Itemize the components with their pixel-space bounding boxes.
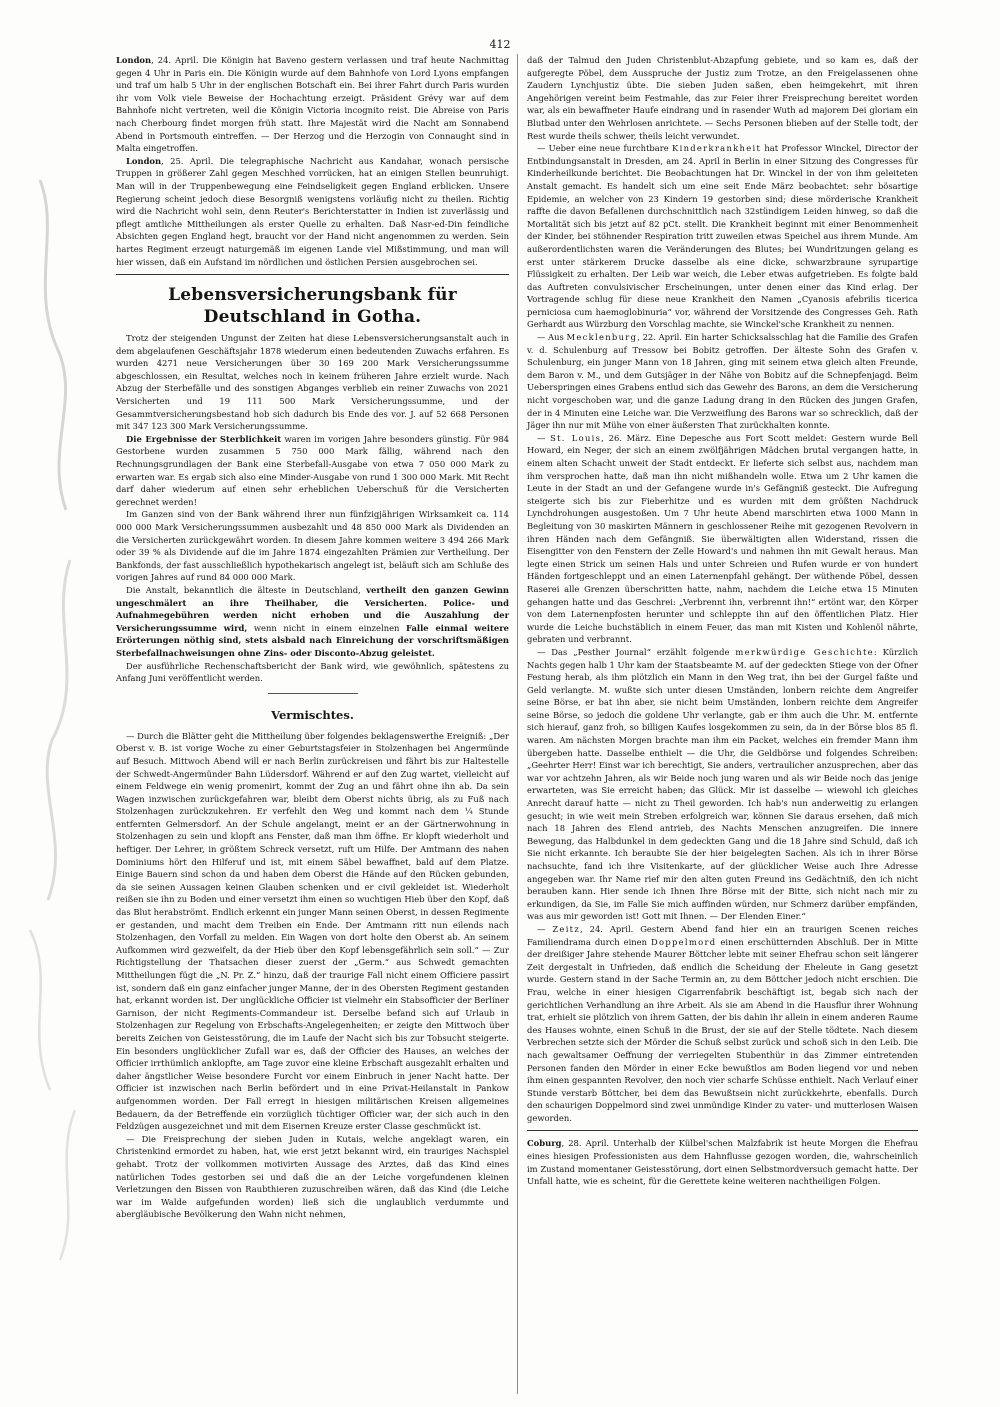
bank-paragraph-2 bbox=[116, 433, 509, 509]
article-london-1 bbox=[116, 54, 509, 155]
bold-phrase: Die Ergebnisse der Sterblichkeit bbox=[126, 433, 282, 444]
bank-paragraph-3: Im Ganzen sind von der Bank während ihrer nun fünfzigjährigen Wirksamkeit ca. 114 000 000 Mark Versicherungssummen ausbezahlt und 48 850 000 Mark als Dividenden an die Versicherten zurückgewährt worden. In diesem Jahre kommen weitere 3 494 266 Mark oder 39 % als Dividende auf die im Jahre 1874 eingezahlten Prämien zur Vertheilung. Der Bankfonds, der fast ausschließlich hypothekarisch angelegt ist, beläuft sich am Schluße des vorigen Jahres auf rund 84 000 000 Mark. bbox=[116, 509, 509, 583]
article-oberst: — Durch die Blätter geht die Mittheilung über folgendes beklagenswerthe Ereigniß: „Der Oberst v. B. ist vorige Woche zu einer Geburtstagsfeier in Stolzenhagen bei Angermünde auf Besuch. Mittwoch Abend will er nach Berlin zurückreisen und fährt bis zur Haltestelle der Schwedt-Angermünder Bahn Lüdersdorf. Während er auf den Zug wartet, vielleicht auf einem Feldwege ein wenig promenirt, kommt der Zug an und fährt ohne ihn ab. Da sein Wagen inzwischen zurückgefahren war, bleibt dem Oberst nichts übrig, als zu Fuß nach Stolzenhagen zurückzukehren. Er verfehlt den Weg und kommt nach dem ¼ Stunde entfernten Gelmersdorf. An der Schule angelangt, meint er an der Gärtnerwohnung in Stolzenhagen zu sein und klopft ans Fenster, daß man ihm öffne. Er klopft wiederholt und heftiger. Der Lehrer, in größtem Schreck versetzt, ruft um Hilfe. Der Amtmann des nahen Dominiums hört den Hilferuf und ist, mit einem Säbel bewaffnet, bald auf dem Platze. Einige Bauern sind schon da und haben dem Oberst die Hände auf den Rücken gebunden, da sie seinen Aussagen keinen Glauben schenken und er civil gekleidet ist. Wiederholt reißen sie ihn zu Boden und einer versetzt ihm einen so wuchtigen Hieb über den Kopf, daß das Blut herabströmt. Endlich erkennt ein junger Mann seinen Oberst, in dessen Regimente er gestanden, und macht dem Treiben ein Ende. Der Amtmann ritt nun eilends nach Stolzenhagen, den Vorfall zu melden. Ein Wagen von dort holte den Oberst ab. An seinem Aufkommen wird gezweifelt, da der Hieb über den Kopf lebensgefährlich sein soll.“ — Zur Richtigstellung der Thatsachen dieser zuerst der „Germ.“ aus Schwedt gemachten Mittheilungen fügt die „N. Pr. Z.“ hinzu, daß der traurige Fall nicht einem Officiere passirt ist, sondern daß ein ganz einfacher junger Manne, der in des Obersten Regiment gestanden hat, erkannt worden ist. Der unglückliche Officier ist vielmehr ein Stabsofficier der Berliner Garnison, der nicht Regiments-Commandeur ist. Derselbe befand sich auf Urlaub in Stolzenhagen zur Regelung von Erbschafts-Angelegenheiten; er zeigte den Mittwoch über bereits Zeichen von Geistesstörung, die im Laufe der Nacht sich bis zur Tobsucht steigerte. Ein besonders unglücklicher Zufall war es, daß der Officier des Hauses, an welches der Officier irrthümlich anklopfte, am Tage zuvor eine kleine Erbschaft ausgezahlt erhalten und daher ängstlicher Weise besondere Furcht vor einem Einbruch in jener Nacht hatte. Der Officier ist inzwischen nach Berlin befördert und in eine Privat-Heilanstalt in Pankow aufgenommen worden. Der Fall erregt in hiesigen militärischen Kreisen allgemeines Bedauern, da der Betreffende ein vorzüglich tüchtiger Officier war, der sich auch in den Feldzügen ausgezeichnet und mit dem Eisernen Kreuze erster Classe geschmückt ist. bbox=[116, 730, 509, 1132]
spaced-keyword: Kinderkrankheit bbox=[672, 143, 762, 154]
section-heading-vermischtes: Vermischtes. bbox=[271, 707, 354, 722]
bold-phrase: Falle einmal weitere Erörterungen nöthig sind, stets alsbald nach Einreichung der vorschriftsmäßigen Sterbefallnachweisungen ohne Zins- oder Disconto-Abzug geleistet. bbox=[116, 622, 510, 658]
paragraph-text: — Aus bbox=[537, 332, 567, 343]
bank-heading: Lebensversicherungsbank für Deutschland in Gotha. bbox=[168, 285, 457, 328]
article-st-louis bbox=[527, 432, 918, 646]
pencil-margin-notes bbox=[0, 0, 110, 1407]
spaced-keyword: Doppelmord bbox=[650, 936, 717, 947]
paragraph-text: hat Professor Winckel, Director der Entbindungsanstalt in Dresden, am 24. April in Berlin in einer Sitzung des Congresses für Kinderheilkunde berichtet. Die Beobachtungen hat Dr. Winckel in der von ihm geleiteten Anstalt gemacht. Es handelt sich um eine seit Ende März beobachtet: sehr bösartige Epidemie, an welcher von 23 Kindern 19 gestorben sind; diese mörderische Krankheit raffte die davon Befallenen durchschnittlich nach 32stündigem Leiden hinweg, so daß die Mortalität sich bis jetzt auf 82 pCt. stellt. Die Krankheit beginnt mit einer Benommenheit der Kinder, bei stöhnender Respiration tritt zuweilen etwas Speichel aus ihrem Munde. Am außerordentlichsten waren die Veränderungen des Blutes; bei Wundritzungen gelang es erst unter stärkerem Drucke dasselbe als eine dicke, schwarzbraune syrupartige Flüssigkeit zu erhalten. Der Leib war weich, die Leber etwas aufgetrieben. Es folgte bald das Auftreten convulsivischer Erscheinungen, unter denen einer das Kind erlag. Der Vortragende schlug für diese neue Krankheit den Namen „Cyanosis afebrilis ticerica perniciosa cum haemoglobinuria“ vor, während der Vorsitzende des Congresses Geh. Rath Gerhardt aus Würzburg den Vorschlag machte, sie Winckel'sche Krankheit zu nennen. bbox=[527, 143, 918, 330]
paragraph-text: waren im vorigen Jahre besonders günstig. Für 984 Gestorbene wurden zusammen 5 750 000 Mark fällig, während nach den Rechnungsgrundlagen der Bank eine Sterbefall-Ausgabe von etwa 7 050 000 Mark zu erwarten war. Es ergab sich also eine Minder-Ausgabe von rund 1 300 000 Mark. Mit Recht darf daher wiederum auf einen sehr erheblichen Ueberschuß für die Versicherten gerechnet werden! bbox=[116, 433, 510, 507]
right-column bbox=[527, 54, 918, 1188]
bank-paragraph-1: Trotz der steigenden Ungunst der Zeiten hat diese Lebensversicherungsanstalt auch in dem abgelaufenen Geschäftsjahr 1878 wiederum einen bedeutenden Zuwachs erfahren. Es wurden 4271 neue Versicherungen über 30 169 200 Mark Versicherungssumme abgeschlossen, ein Resultat, welches noch in keinem früheren Jahre erzielt wurde. Nach Abzug der Sterbefälle und des sonstigen Abganges verblieb ein reiner Zuwachs von 2021 Versicherten und 19 111 500 Mark Versicherungssumme, und der Gesammtversicherungsbestand hob sich dadurch bis Ende des vor. J. auf 52 668 Personen mit 347 123 300 Mark Versicherungssumme. bbox=[116, 333, 509, 432]
paragraph-text: — Ueber eine neue furchtbare bbox=[537, 143, 673, 154]
section-divider bbox=[527, 1130, 918, 1131]
paragraph-text: — bbox=[537, 432, 551, 443]
article-kutais-continued: daß der Talmud den Juden Christenblut-Abzapfung gebiete, und so kam es, daß der aufgeregte Pöbel, dem Ausspruche der Justiz zum Trotze, an den Freigelassenen ohne Zaudern Lynchjustiz übte. Die sieben Juden saßen, eben heimgekehrt, mit ihren Angehörigen vereint beim Festmahle, das zur Feier ihrer Freisprechung bereitet worden war, als ein bewaffneter Haufe eindrang und in rasender Wuth ad majorem Dei gloriam ein Blutbad unter den Wehrlosen anrichtete. — Sechs Personen blieben auf der Stelle todt, der Rest wurde theils schwer, theils leicht verwundet. bbox=[527, 55, 918, 141]
left-column bbox=[116, 54, 509, 1221]
paragraph-text: wenn nicht in einem einzelnen bbox=[247, 622, 407, 633]
paragraph-text: — bbox=[537, 923, 553, 934]
article-kinderkrankheit bbox=[527, 142, 918, 331]
paragraph-text: : Kürzlich Nachts gegen halb 1 Uhr kam der Staatsbeamte M. auf der gedeckten Stiege von der Ofner Festung herab, als ihm plötzlich ein Mann in den Weg trat, ihn bei der Gurgel faßte und Geld verlangte. M. wußte sich unter diesen Umständen, lonbern reichte dem Angreifer seine Börse, er bat ihn aber, sie nicht beim Umständen, lonbern reichte dem Angreifer seine Börse, so jedoch die goldene Uhr verlangte, gab er ihm auch die Uhr. M. entfernte sich hierauf, ganz froh, so billigen Kaufes losgekommen zu sein, da in der Börse blos 85 fl. waren. Am nächsten Morgen brachte man ihm ein Packet, welches ein fremder Mann ihm übergeben hatte. Dasselbe enthielt — die Uhr, die Geldbörse und folgendes Schreiben: „Geehrter Herr! Einst war ich berechtigt, Sie anders, vertraulicher anzusprechen, aber das war vor achtzehn Jahren, als wir Beide noch jung waren und als wir Beide noch das jenige erwarteten, was Sie erreicht haben; das Glück. Mir ist dasselbe — wiewohl ich gleiches Anrecht darauf hatte — nicht zu Theil geworden. Ich hab's nun anderweitig zu erlangen gesucht; in wie weit mein Streben erfolgreich war, können Sie daraus ersehen, daß mich nach 18 Jahren des Elend antrieb, des Nachts Menschen anzugreifen. Die innere Bewegung, das Halbdunkel in dem gedeckten Gang und die 18 Jahre sind Schuld, daß ich Sie nicht erkannte. Ich beraubte Sie der hier beigelegten Sachen. Als ich in ihrer Börse nachsuchte, fand ich ihre Visitenkarte, auf der glücklicher Weise auch Ihre Adresse angegeben war. Ihr Name rief mir den alten guten Freund ins Gedächtniß, den ich nicht berauben kann. Hier sende ich Ihnen Ihre Börse mit der Bitte, sich nicht nach mir zu erkundigen, da Sie, im Falle Sie mich auffinden würden, nur Schmerz darüber empfänden, was aus mir geworden ist! Gott mit Ihnen. — Der Elenden Einer.“ bbox=[527, 646, 918, 922]
section-divider bbox=[116, 274, 509, 275]
paragraph-text: , 22. April. Ein harter Schicksalsschlag hat die Familie des Grafen v. d. Schulenburg auf Tressow bei Bobitz getroffen. Der älteste Sohn des Grafen v. Schulenburg, ein junger Mann von 18 Jahren, ging mit seinem etwa gleich alten Freunde, dem Baron v. M., und dem Gutsjäger in der Nähe von Bobitz auf die Schnepfenjagd. Beim Ueberspringen eines Grabens entlud sich das Gewehr des Barons, an dem die Versicherung nicht vorgeschoben war, und die ganze Ladung drang in den Rücken des jungen Grafen, der in 4 Minuten eine Leiche war. Die Verzweiflung des Barons war so schrecklich, daß der Jäger ihn nur mit Mühe von einer äußersten That zurückhalten konnte. bbox=[527, 332, 918, 431]
bold-phrase: vertheilt den ganzen Gewinn ungeschmälert an ihre Theilhaber, die Versicherten. Police- und Aufnahmegebühren werden nicht erhoben und die Auszahlung der Versicherungssumme wird, bbox=[116, 584, 509, 633]
article-text: , 24. April. Die Königin hat Baveno gestern verlassen und traf heute Nachmittag gegen 4 Uhr in Paris ein. Die Königin wurde auf dem Bahnhofe von Lord Lyons empfangen und traf um halb 5 Uhr in der englischen Botschaft ein. Bei ihrer Fahrt durch Paris wurden ihr vom Volk viele Beweise der Hochachtung erzeigt. Präsident Grévy war auf dem Bahnhofe nicht vertreten, weil die Königin Victoria incognito reist. Die Abreise von Paris nach Cherbourg findet morgen früh statt. Ihre Majestät wird die Nacht am Sonnabend Abend in Portsmouth eintreffen. — Der Herzog und die Herzogin von Connaught sind in Malta eingetroffen. bbox=[116, 55, 509, 154]
spaced-keyword: Mecklenburg bbox=[566, 332, 638, 343]
spaced-keyword: Zeitz bbox=[552, 923, 581, 934]
dateline-place: London bbox=[126, 155, 162, 166]
article-zeitz bbox=[527, 923, 918, 1125]
spaced-keyword: merkwürdige Geschichte bbox=[735, 646, 874, 657]
article-text: , 25. April. Die telegraphische Nachricht aus Kandahar, wonach persische Truppen in größerer Zahl gegen Meschhed vorrücken, hat an einigen Stellen beunruhigt. Man will in der Truppenbewegung eine Feindseligkeit gegen England erblicken. Unsere Regierung scheint jedoch diese Besorgniß wenigstens vorläufig nicht zu theilen. Richtig wird die Nachricht wohl sein, denn Reuter's Berichterstatter in Indien ist zuverlässig und pflegt amtliche Mittheilungen als erster Quelle zu erhalten. Daß Nasr-ed-Din feindliche Absichten gegen England hegt, braucht vor der Hand nicht angenommen zu werden. Sein hartes Regiment erzeugt naturgemäß im eigenen Lande viel Mißstimmung, und man will hier wissen, daß ein Aufstand im nördlichen und östlichen Persien ausgebrochen sei. bbox=[116, 155, 509, 267]
spaced-keyword: St. Louis bbox=[550, 432, 602, 443]
article-text: , 28. April. Unterhalb der Külbel'schen Malzfabrik ist heute Morgen die Ehefrau eines hiesigen Professionisten aus dem Hahnflusse gezogen worden, die, wahrscheinlich im Zustand momentaner Geistesstörung, dort einen Selbstmordversuch gemacht hatte. Der Unfall hatte, wie es scheint, für die Gerettete keine weiteren nachtheiligen Folgen. bbox=[527, 1138, 918, 1187]
column-rule bbox=[517, 54, 518, 1394]
article-kutais: — Die Freisprechung der sieben Juden in Kutais, welche angeklagt waren, ein Christenkind ermordet zu haben, hat, wie erst jetzt bekannt wird, ein trauriges Nachspiel gehabt. Trotz der vollkommen motivirten Aussage des Arztes, daß das Kind eines natürlichen Todes gestorben sei und daß die an der Leiche vorgefundenen kleinen Verletzungen den Bissen von Raubthieren zuzuschreiben wären, daß das Kind (die Leiche war im Walde aufgefunden worden) ließ sich die unglaublich verdummte und abergläubische Bevölkerung den Wahn nicht nehmen, bbox=[116, 1133, 509, 1220]
article-coburg bbox=[527, 1137, 918, 1187]
article-london-2 bbox=[116, 155, 509, 268]
paragraph-text: Die Anstalt, bekanntlich die älteste in Deutschland, bbox=[126, 584, 367, 595]
paragraph-text: einen erschütternden Abschluß. Der in Mitte der dreißiger Jahre stehende Maurer Böttcher lebte mit seiner Ehefrau schon seit längerer Zeit dergestalt in Unfrieden, daß endlich die Scheidung der Eheleute in Gang gesetzt wurde. Gestern stand in der Sache Termin an, zu dem Böttcher jedoch nicht erschien. Die Frau, welche in einer hiesigen Cigarrenfabrik beschäftigt ist, begab sich nach der gerichtlichen Verhandlung an ihre Arbeit. Als sie am Abend in die Hausflur ihrer Wohnung trat, erhielt sie plötzlich von ihrem Gatten, der bis dahin ihr allein in einem anderen Raume des Hauses wohnte, einen Schuß in die Brust, der sie auf der Stelle tödtete. Nach diesem Verbrechen setzte sich der Mörder die Schuß selbst zurück und schoß sich in den Leib. Die nach gewaltsamer Oeffnung der verriegelten Stubenthür in das Zimmer eintretenden Personen fanden den Mörder in einer Ecke bewußtlos am Boden liegend vor und neben ihm einen gespannten Revolver, den noch vier scharfe Schüsse enthielt. Nach Verlauf einer Stunde verstarb Böttcher, bei dem das Bewußtsein nicht zurückkehrte, ebenfalls. Durch den schaurigen Doppelmord sind zwei unmündige Kinder zu vater- und mutterlosen Waisen geworden. bbox=[527, 936, 918, 1123]
paragraph-text: — Das „Pesther Journal“ erzählt folgende bbox=[537, 646, 736, 657]
bank-paragraph-5: Der ausführliche Rechenschaftsbericht der Bank wird, wie gewöhnlich, spätestens zu Anfang Juni veröffentlicht werden. bbox=[116, 660, 509, 684]
article-pesther-journal bbox=[527, 646, 918, 923]
paragraph-text: , 24. April. Gestern Abend fand hier ein an traurigen Scenen reiches Familiendrama durch einen bbox=[527, 923, 918, 947]
bank-paragraph-4 bbox=[116, 584, 509, 660]
page-number: 412 bbox=[489, 38, 511, 51]
dateline-place: Coburg bbox=[527, 1138, 562, 1149]
dateline-place: London bbox=[116, 55, 152, 65]
paragraph-text: , 26. März. Eine Depesche aus Fort Scott meldet: Gestern wurde Bell Howard, ein Neger, der sich an einem zwölfjährigen Mädchen brutal vergangen hatte, in einem alten Schacht unweit der Stadt entdeckt. Er lieferte sich selbst aus, nachdem man ihm versprochen hatte, daß man ihn nicht mißhandeln wolle. Etwa um 2 Uhr kamen die Leute in der Stadt an und der Gefangene wurde in's Gefängniß gesteckt. Die Aufregung steigerte sich bis zur Fieberhitze und es wurden mit dem größten Nachdruck Lynchdrohungen ausgestoßen. Um 7 Uhr heute Abend marschirten etwa 1000 Mann in Begleitung von 30 maskirten Männern in geschlossener Reihe mit gezogenen Revolvern in ihren Händen nach dem Gefängniß. Sie überwältigten allen Widerstand, rissen die Eisengitter von den Fenstern der Zelle Howard's und nahmen ihn mit Gewalt heraus. Man legte einen Strick um seinen Hals und unter Schreien und Rufen wurde er von hundert Händen fortgeschleppt und an einen Laternenpfahl gehängt. Der wüthende Pöbel, dessen Raserei alle Grenzen überschritten hatte, nahm, nachdem die Leiche etwa 15 Minuten gehangen hatte und das Geschrei: „Verbrennt ihn, verbrennt ihn!“ ertönt war, den Körper von dem Laternenpfosten herunter und schleppte ihn auf den öffentlichen Platz. Hier wurde die Leiche buchstäblich in einem Feuer, das man mit Kisten und Kohlenöl nährte, gebraten und verbrannt. bbox=[527, 432, 918, 645]
short-divider bbox=[268, 693, 358, 694]
article-mecklenburg bbox=[527, 331, 918, 432]
